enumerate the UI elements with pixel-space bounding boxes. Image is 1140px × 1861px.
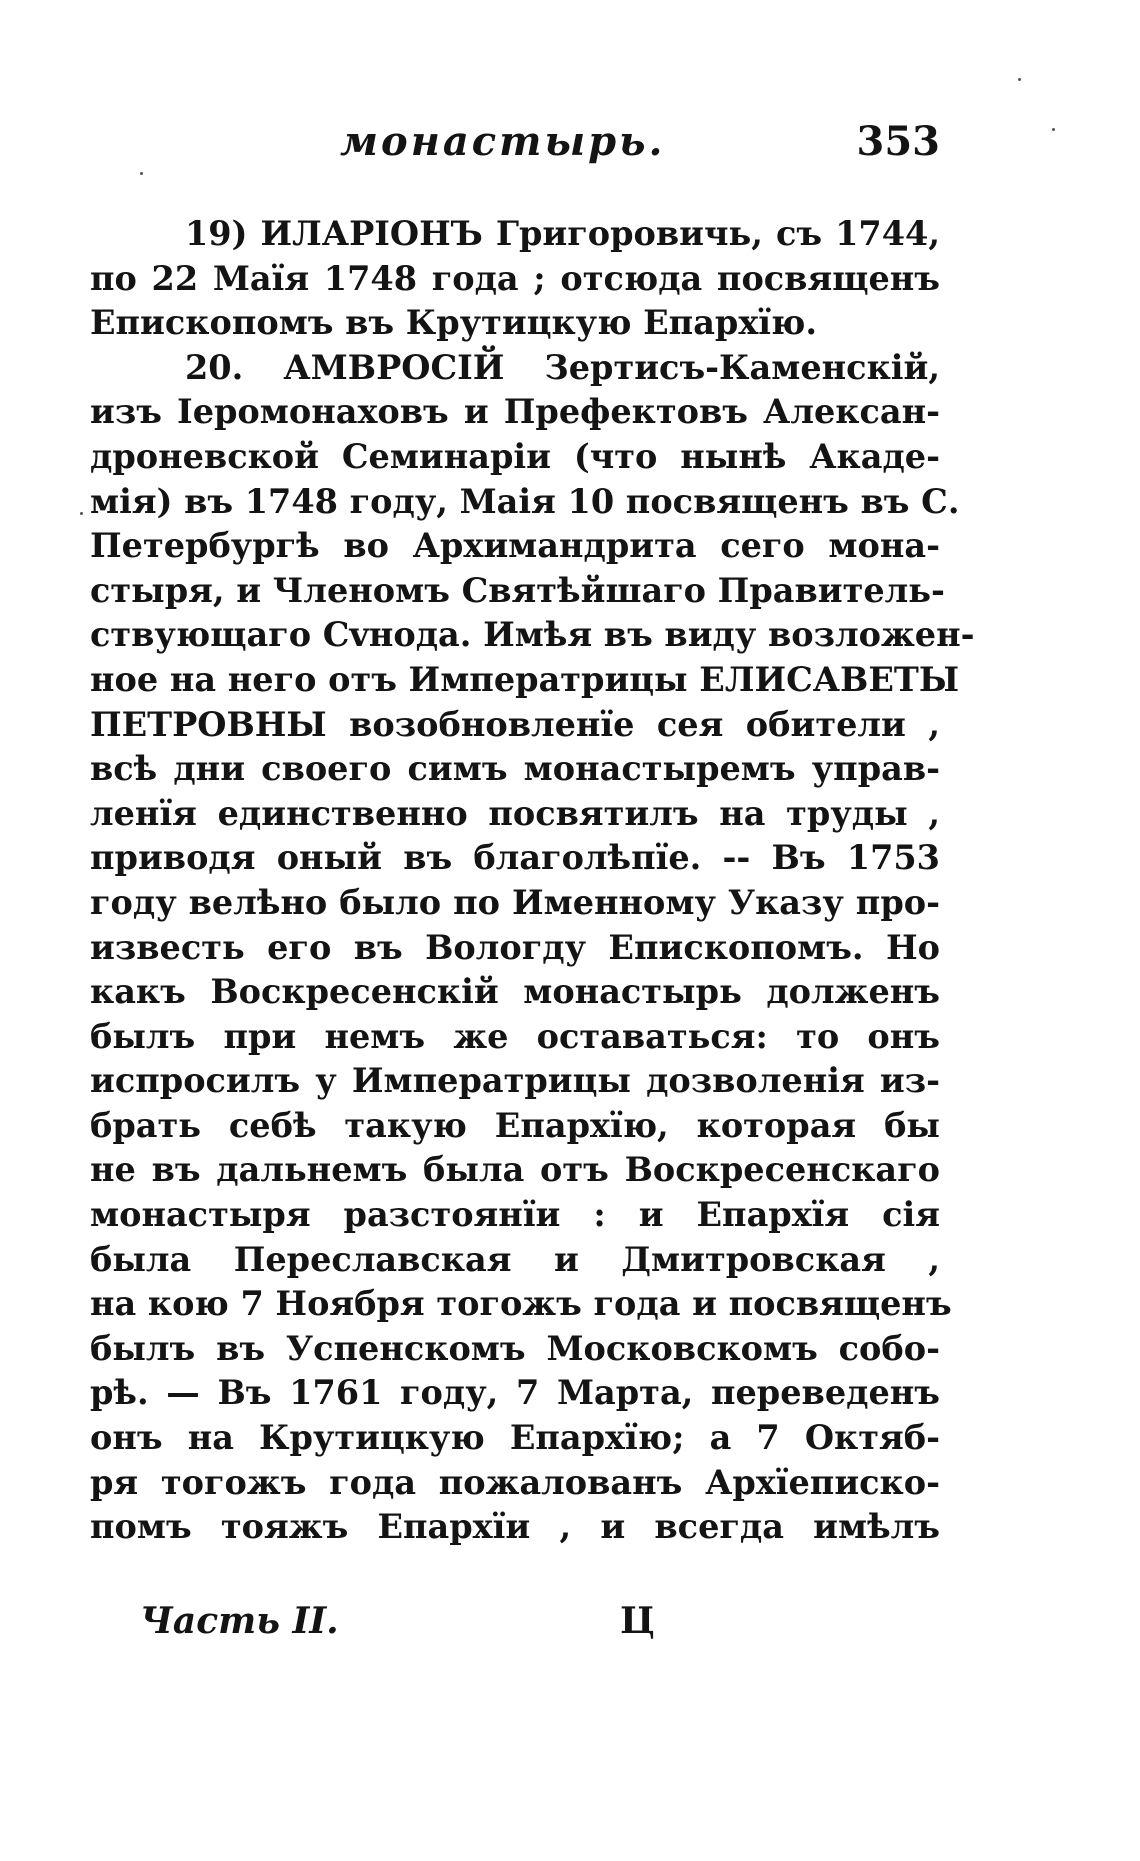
- text-line: по 22 Маїя 1748 года ; отсюда посвященъ: [90, 258, 940, 298]
- text-line: была Переславская и Дмитровская ,: [90, 1239, 940, 1279]
- page-footer: [90, 1600, 940, 1660]
- text-line: году велѣно было по Именному Указу про-: [90, 882, 940, 922]
- text-line: изъ Іеромонаховъ и Префектовъ Алексан-: [90, 392, 940, 432]
- text-line: ПЕТРОВНЫ возобновленїе сея обители ,: [90, 704, 940, 744]
- text-line: помъ тояжъ Епархїи , и всегда имѣлъ: [90, 1507, 940, 1547]
- text-line: не въ дальнемъ была отъ Воскресенскаго: [90, 1150, 940, 1190]
- text-line: ное на него отъ Императрицы ЕЛИСАВЕТЫ: [90, 659, 960, 699]
- text-line: 20. АМВРОСІЙ Зертисъ-Каменскій,: [185, 347, 940, 387]
- print-speck: [1018, 78, 1021, 81]
- text-line: ствующаго Сvнода. Имѣя въ виду возложен-: [90, 615, 975, 655]
- print-speck: [140, 172, 143, 175]
- text-line: 19) ИЛАРІОНЪ Григоровичь, съ 1744,: [185, 214, 940, 253]
- body-text: [90, 212, 975, 1550]
- part-label: Часть II.: [140, 1600, 339, 1642]
- signature-mark: Ц: [620, 1600, 655, 1642]
- text-line: Петербургѣ во Архимандрита сего мона-: [90, 526, 940, 566]
- text-line: былъ въ Успенскомъ Московскомъ собо-: [90, 1328, 940, 1368]
- running-title: монастырь.: [340, 118, 666, 165]
- text-line: на кою 7 Ноября тогожъ года и посвященъ: [90, 1284, 952, 1324]
- text-line: стыря, и Членомъ Святѣйшаго Правитель-: [90, 570, 945, 610]
- text-line: Епископомъ въ Крутицкую Епархїю.: [90, 303, 818, 343]
- text-line: ленїя единственно посвятилъ на труды ,: [90, 793, 940, 833]
- text-line: испросилъ у Императрицы дозволенія из-: [90, 1061, 940, 1101]
- page-number: 353: [856, 118, 940, 165]
- text-line: брать себѣ такую Епархїю, которая бы: [90, 1105, 940, 1145]
- text-line: мія) въ 1748 году, Маія 10 посвященъ въ С.: [90, 481, 960, 521]
- text-line: рѣ. — Въ 1761 году, 7 Марта, переведенъ: [90, 1373, 940, 1413]
- print-speck: [80, 512, 83, 515]
- text-line: былъ при немъ же оставаться: то онъ: [90, 1016, 940, 1056]
- text-line: ря тогожъ года пожалованъ Архїеписко-: [90, 1462, 940, 1502]
- text-line: приводя оный въ благолѣпїе. -- Въ 1753: [90, 838, 940, 878]
- text-line: всѣ дни своего симъ монастыремъ управ-: [90, 749, 940, 789]
- text-line: дроневской Семинаріи (что нынѣ Акаде-: [90, 436, 940, 476]
- text-line: онъ на Крутицкую Епархїю; а 7 Октяб-: [90, 1418, 940, 1458]
- text-line: монастыря разстоянїи : и Епархїя сія: [90, 1195, 940, 1235]
- text-line: какъ Воскресенскій монастырь долженъ: [90, 972, 940, 1012]
- text-line: известь его въ Вологду Епископомъ. Но: [90, 927, 940, 967]
- running-head: [90, 110, 940, 170]
- print-speck: [1052, 128, 1055, 131]
